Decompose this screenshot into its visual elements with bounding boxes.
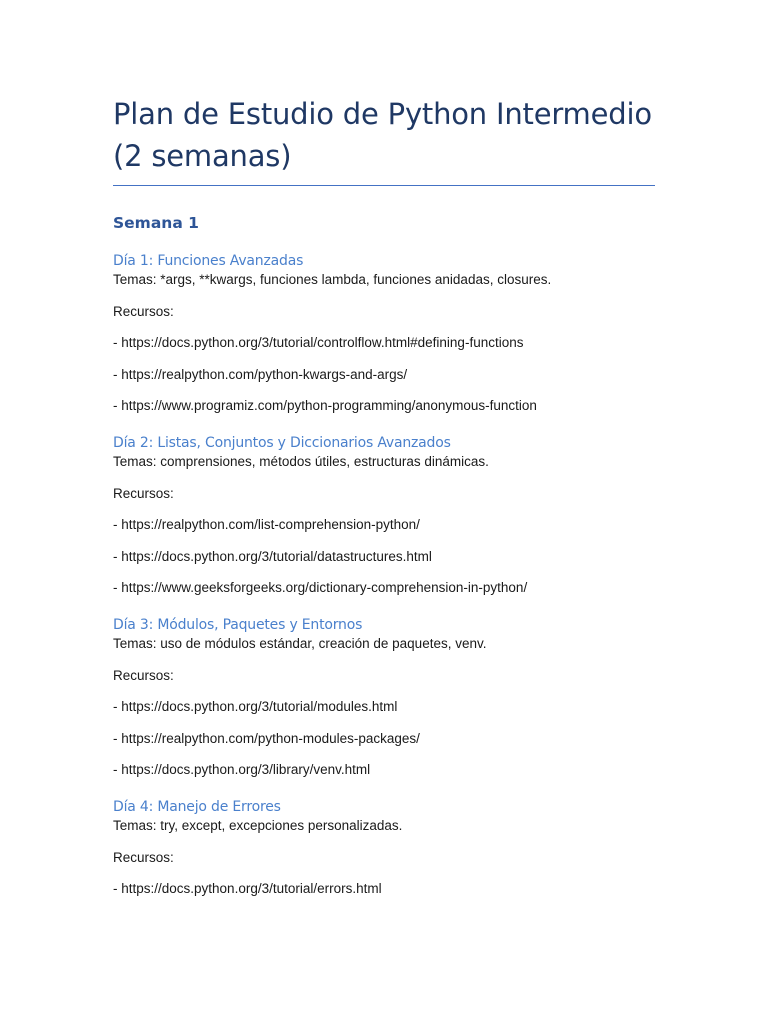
day-heading: Día 4: Manejo de Errores	[113, 799, 281, 815]
resources-label: Recursos:	[113, 485, 174, 501]
resource-link[interactable]: - https://docs.python.org/3/tutorial/errors.html	[113, 881, 382, 896]
resource-link[interactable]: - https://docs.python.org/3/tutorial/modules.html	[113, 699, 398, 714]
resources-label: Recursos:	[113, 303, 174, 319]
day-heading: Día 1: Funciones Avanzadas	[113, 253, 304, 269]
resources-label: Recursos:	[113, 849, 174, 865]
document-title-line-1: Plan de Estudio de Python Intermedio	[113, 97, 652, 131]
day-topics: Temas: comprensiones, métodos útiles, estructuras dinámicas.	[113, 454, 489, 469]
day-section-4	[113, 797, 673, 897]
day-section-1	[113, 251, 673, 414]
day-heading: Día 2: Listas, Conjuntos y Diccionarios Avanzados	[113, 435, 451, 451]
day-section-3	[113, 615, 673, 778]
day-section-2	[113, 433, 673, 596]
document-page	[113, 0, 655, 896]
resource-link[interactable]: - https://realpython.com/python-modules-packages/	[113, 730, 420, 746]
document-title-line-2: (2 semanas)	[113, 139, 292, 173]
resource-link[interactable]: - https://realpython.com/python-kwargs-and-args/	[113, 366, 408, 382]
week-heading: Semana 1	[113, 214, 199, 232]
day-topics: Temas: uso de módulos estándar, creación de paquetes, venv.	[113, 636, 487, 651]
resource-link[interactable]: - https://www.programiz.com/python-programming/anonymous-function	[113, 398, 537, 413]
document-title	[113, 0, 655, 177]
day-topics: Temas: try, except, excepciones personalizadas.	[113, 818, 403, 833]
day-topics: Temas: *args, **kwargs, funciones lambda, funciones anidadas, closures.	[113, 272, 552, 287]
resource-link[interactable]: - https://docs.python.org/3/tutorial/controlflow.html#defining-functions	[113, 335, 524, 350]
resource-link[interactable]: - https://www.geeksforgeeks.org/dictionary-comprehension-in-python/	[113, 580, 528, 595]
title-divider	[113, 185, 655, 186]
resource-link[interactable]: - https://docs.python.org/3/tutorial/datastructures.html	[113, 548, 432, 564]
resource-link[interactable]: - https://docs.python.org/3/library/venv.html	[113, 762, 371, 777]
resources-label: Recursos:	[113, 667, 174, 683]
resource-link[interactable]: - https://realpython.com/list-comprehension-python/	[113, 517, 420, 532]
day-heading: Día 3: Módulos, Paquetes y Entornos	[113, 617, 363, 633]
